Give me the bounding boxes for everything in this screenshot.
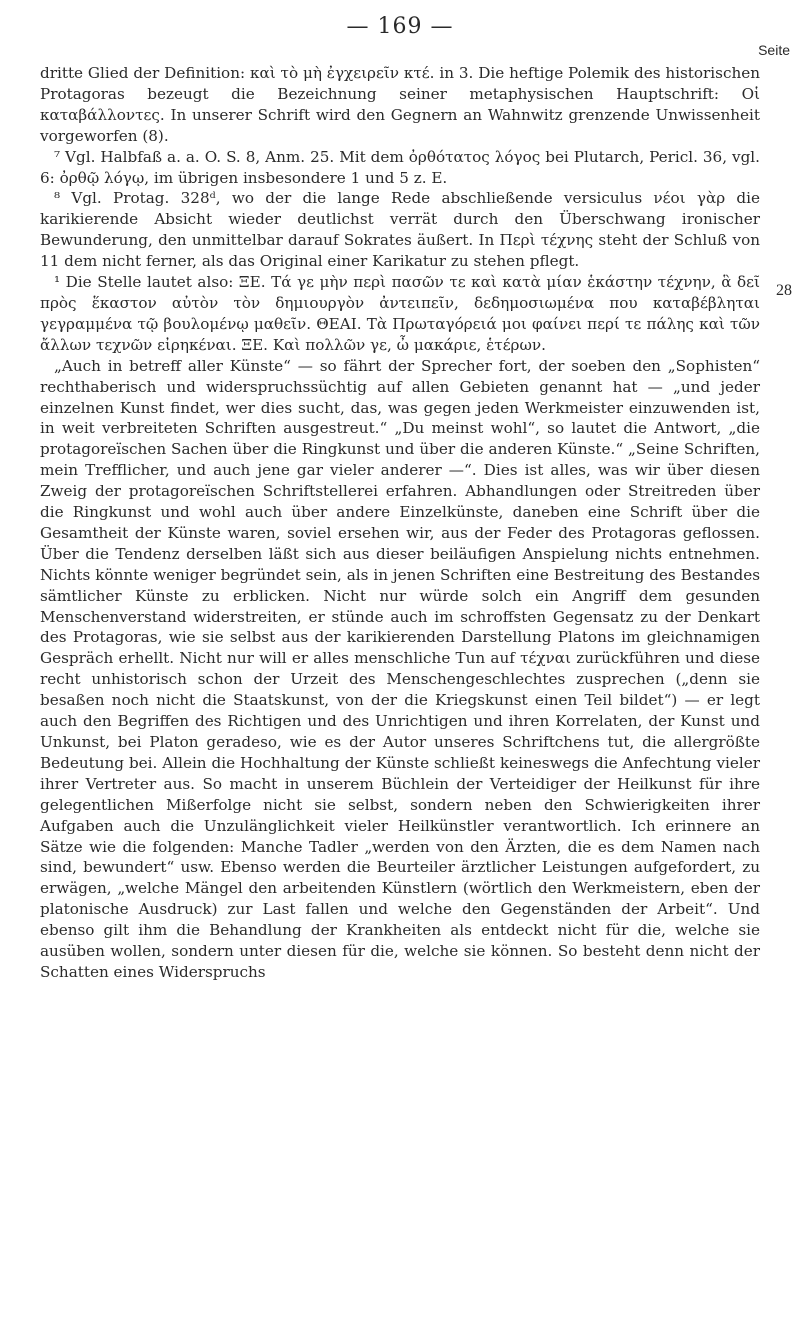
page-number: — 169 —	[346, 14, 454, 39]
page-body	[40, 63, 760, 983]
margin-line-number: 28	[776, 282, 792, 299]
footnote-1: ¹ Die Stelle lautet also: ΞΕ. Τά γε μὴν περὶ πασῶν τε καὶ κατὰ μίαν ἑκάστην τέχνην, ἃ δεῖ πρὸς ἕκαστον αὐτὸν τὸν δημιουργὸν ἀντειπεῖν, δεδημοσιωμένα που καταβέβληται γεγραμμένα τῷ βουλομένῳ μαθεῖν. ΘΕΑΙ. Τὰ Πρωταγόρειά μοι φαίνει περί τε πάλης καὶ τῶν ἄλλων τεχνῶν εἰρηκέναι. ΞΕ. Καὶ πολλῶν γε, ὦ μακάριε, ἑτέρων.	[40, 273, 760, 354]
footnotes-block	[40, 63, 760, 356]
seite-label: Seite	[758, 42, 790, 58]
main-paragraph: „Auch in betreff aller Künste“ — so fährt der Sprecher fort, der soeben den „Sophisten“ rechthaberisch und widerspruchssüchtig auf allen Gebieten genannt hat — „und jeder einzelnen Kunst findet, wer dies sucht, das, was gegen jeden Werkmeister einzuwenden ist, in weit verbreiteten Schriften ausgestreut.“ „Du meinst wohl“, so lautet die Antwort, „die protagoreïschen Sachen über die Ringkunst und über die anderen Künste.“ „Seine Schriften, mein Trefflicher, und auch jene gar vieler anderer —“. Dies ist alles, was wir über diesen Zweig der protagoreïschen Schriftstellerei erfahren. Abhandlungen oder Streitreden über die Ringkunst und wohl auch über andere Einzelkünste, daneben eine Schrift über die Gesamtheit der Künste waren, soviel ersehen wir, aus der Feder des Protagoras geflossen. Über die Tendenz derselben läßt sich aus dieser beiläufigen Anspielung nichts entnehmen. Nichts könnte weniger begründet sein, als in jenen Schriften eine Bestreitung des Bestandes sämtlicher Künste zu erblicken. Nicht nur würde solch ein Angriff dem gesunden Menschenverstand widerstreiten, er stünde auch im schroffsten Gegensatz zu der Denkart des Protagoras, wie sie selbst aus der karikierenden Darstellung Platons im gleichnamigen Gespräch erhellt. Nicht nur will er alles menschliche Tun auf τέχναι zurückführen und diese recht unhistorisch schon der Urzeit des Menschengeschlechtes zusprechen („denn sie besaßen noch nicht die Staatskunst, von der die Kriegskunst einen Teil bildet“) — er legt auch den Begriffen des Richtigen und des Unrichtigen und ihren Korrelaten, der Kunst und Unkunst, bei Platon geradeso, wie es der Autor unseres Schriftchens tut, die allergrößte Bedeutung bei. Allein die Hochhaltung der Künste schließt keineswegs die Anfechtung vieler ihrer Vertreter aus. So macht in unserem Büchlein der Verteidiger der Heilkunst für ihre gelegentlichen Mißerfolge nicht sie selbst, sondern neben den Schwierigkeiten ihrer Aufgaben auch die Unzulänglichkeit vieler Heilkünstler verantwortlich. Ich erinnere an Sätze wie die folgenden: Manche Tadler „werden von den Ärzten, die es dem Namen nach sind, bewundert“ usw. Ebenso werden die Beurteiler ärztlicher Leistungen aufgefordert, zu erwägen, „welche Mängel den arbeitenden Künstlern (wörtlich den Werkmeistern, eben der platonische Ausdruck) zur Last fallen und welche den Gegenständen der Arbeit“. Und ebenso gilt ihm die Behandlung der Krankheiten als entdeckt nicht für die, welche sie ausüben wollen, sondern unter diesen für die, welche sie können. So besteht denn nicht der Schatten eines Widerspruchs	[40, 356, 760, 981]
footnote-7: ⁷ Vgl. Halbfaß a. a. O. S. 8, Anm. 25. Mit dem ὀρθότατος λόγος bei Plutarch, Pericl. 36, vgl. 6: ὀρθῷ λόγῳ, im übrigen insbesondere 1 und 5 z. E.	[40, 147, 760, 187]
footnote-continuation: dritte Glied der Definition: καὶ τὸ μὴ ἐγχειρεῖν κτέ. in 3. Die heftige Polemik des historischen Protagoras bezeugt die Bezeichnung seiner metaphysischen Hauptschrift: Οἱ καταβάλλοντες. In unserer Schrift wird den Gegnern an Wahnwitz grenzende Unwissenheit vorgeworfen (8).	[40, 64, 760, 145]
footnote-8: ⁸ Vgl. Protag. 328ᵈ, wo der die lange Rede abschließende versiculus νέοι γὰρ die karikierende Absicht wieder deutlichst verrät durch den Überschwang ironischer Bewunderung, den unmittelbar darauf Sokrates äußert. In Περὶ τέχνης steht der Schluß von 11 dem nicht ferner, als das Original einer Karikatur zu stehen pflegt.	[40, 189, 760, 271]
